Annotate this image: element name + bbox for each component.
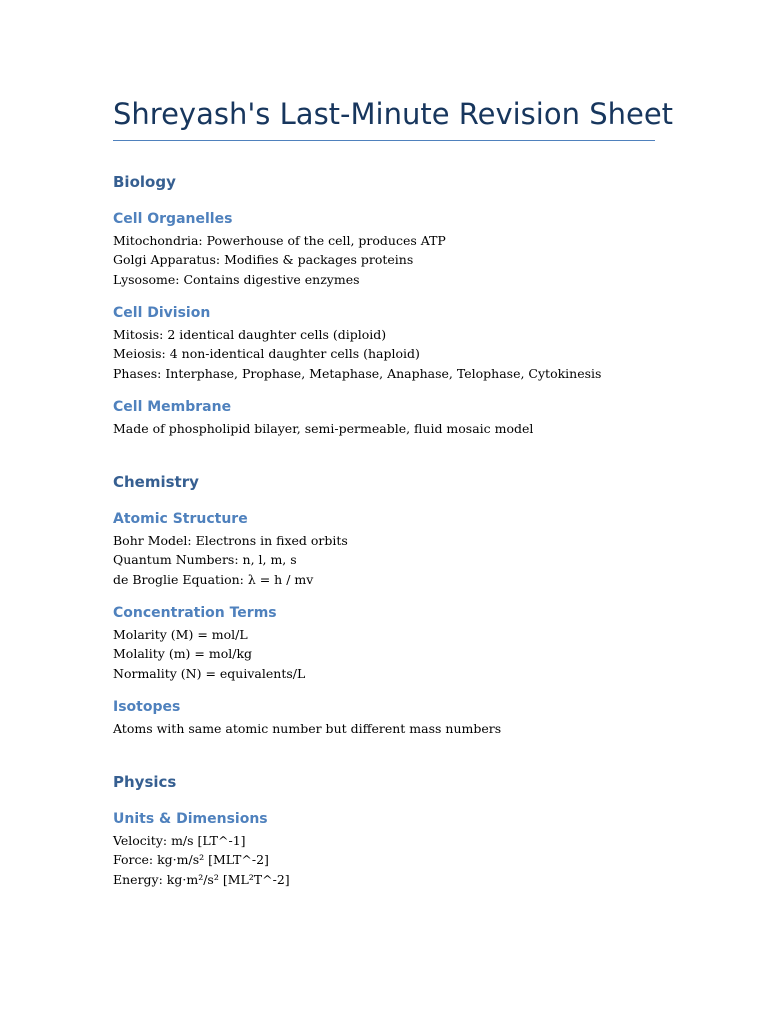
title-underline: [113, 140, 655, 141]
subsection-cell-membrane: [113, 397, 655, 438]
section-chemistry: [113, 471, 655, 493]
note-line: Mitochondria: Powerhouse of the cell, produces ATP: [113, 233, 446, 248]
note-line: Energy: kg·m²/s² [ML²T^-2]: [113, 871, 290, 887]
note-line: Bohr Model: Electrons in fixed orbits: [113, 533, 348, 548]
subsection-cell-organelles: [113, 209, 655, 289]
note-line: Molality (m) = mol/kg: [113, 646, 253, 662]
note-line: Made of phospholipid bilayer, semi-permeable, fluid mosaic model: [113, 421, 534, 436]
note-line: Atoms with same atomic number but different mass numbers: [113, 721, 502, 736]
section-heading: Biology: [113, 173, 176, 191]
subsection-heading: Concentration Terms: [113, 605, 277, 621]
note-line: Molarity (M) = mol/L: [113, 627, 248, 642]
subsection-concentration-terms: [113, 603, 655, 683]
subsection-heading: Isotopes: [113, 699, 181, 715]
subsection-heading: Cell Organelles: [113, 211, 233, 227]
section-biology: [113, 171, 655, 193]
section-heading: Physics: [113, 773, 177, 791]
note-line: de Broglie Equation: λ = h / mv: [113, 571, 314, 587]
note-line: Mitosis: 2 identical daughter cells (diploid): [113, 327, 387, 342]
note-line: Golgi Apparatus: Modifies & packages proteins: [113, 252, 414, 268]
section-heading: Chemistry: [113, 473, 199, 491]
subsection-heading: Atomic Structure: [113, 511, 248, 527]
subsection-heading: Units & Dimensions: [113, 811, 268, 827]
note-line: Meiosis: 4 non-identical daughter cells (haploid): [113, 346, 420, 362]
subsection-isotopes: [113, 697, 655, 738]
note-line: Velocity: m/s [LT^-1]: [113, 833, 246, 848]
section-physics: [113, 771, 655, 793]
subsection-units-dimensions: [113, 809, 655, 889]
subsection-heading: Cell Membrane: [113, 399, 232, 415]
subsection-atomic-structure: [113, 509, 655, 589]
note-line: Force: kg·m/s² [MLT^-2]: [113, 852, 269, 868]
note-line: Lysosome: Contains digestive enzymes: [113, 271, 360, 287]
note-line: Normality (N) = equivalents/L: [113, 665, 306, 681]
note-line: Phases: Interphase, Prophase, Metaphase, Anaphase, Telophase, Cytokinesis: [113, 365, 602, 381]
note-line: Quantum Numbers: n, l, m, s: [113, 552, 297, 568]
subsection-cell-division: [113, 303, 655, 383]
subsection-heading: Cell Division: [113, 305, 211, 321]
document-title: Shreyash's Last-Minute Revision Sheet: [113, 97, 674, 131]
